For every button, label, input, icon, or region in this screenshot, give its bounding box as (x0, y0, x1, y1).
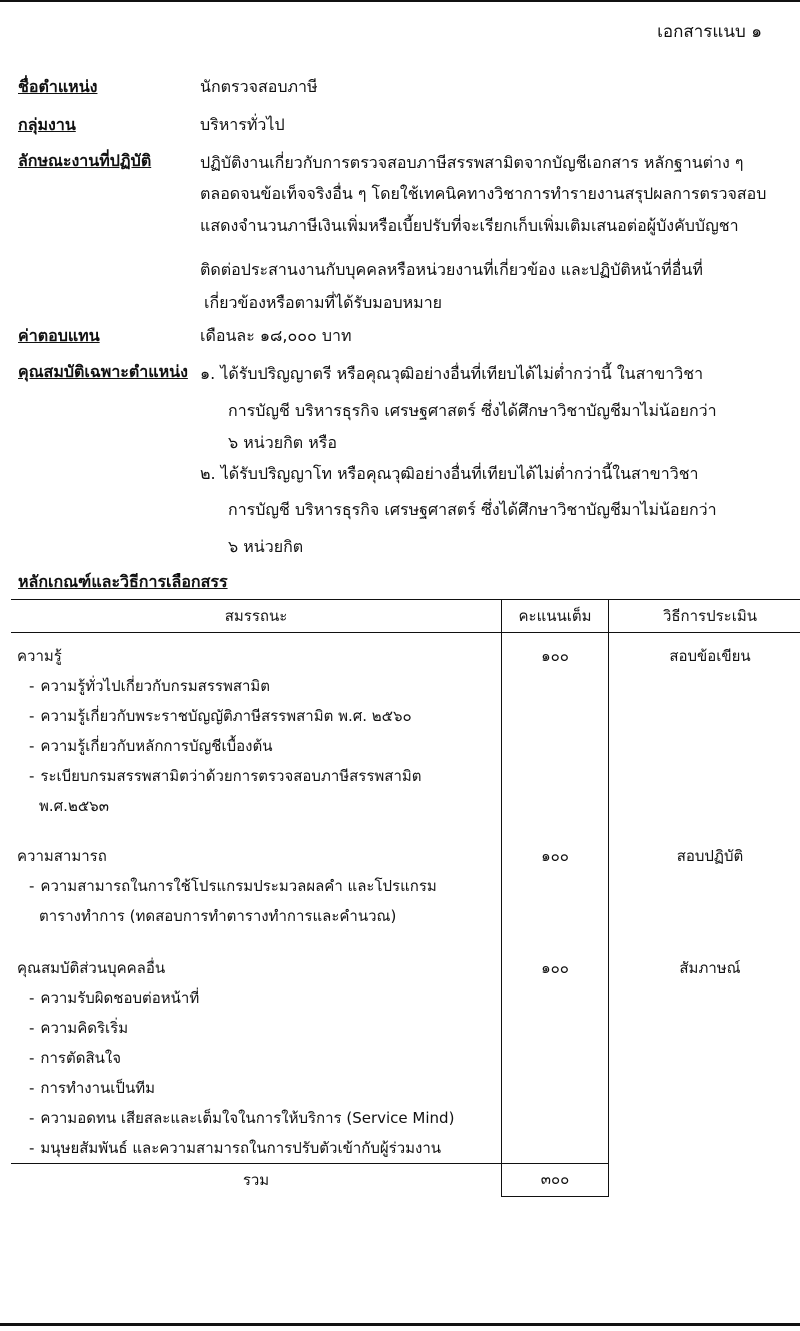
qualification-line: การบัญชี บริหารธุรกิจ เศรษฐศาสตร์ ซึ่งได้ศึกษาวิชาบัญชีมาไม่น้อยกว่า (228, 401, 717, 420)
table-row (11, 633, 800, 842)
bottom-rule (0, 1323, 800, 1326)
total-row (11, 1164, 800, 1197)
group-title-personal: คุณสมบัติส่วนบุคคลอื่น (17, 959, 166, 977)
list-item: - ความคิดริเริ่ม (29, 1019, 129, 1037)
list-item: - ความสามารถในการใช้โปรแกรมประมวลผลคำ และโปรแกรม (29, 877, 437, 895)
duties-line: ติดต่อประสานงานกับบุคคลหรือหน่วยงานที่เกี่ยวข้อง และปฏิบัติหน้าที่อื่นที่ (200, 260, 703, 279)
score-personal: ๑๐๐ (541, 959, 569, 977)
attachment-label: เอกสารแนบ ๑ (657, 22, 762, 42)
duties-line: เกี่ยวข้องหรือตามที่ได้รับมอบหมาย (204, 293, 443, 312)
table-row (11, 841, 800, 953)
table-header-row (11, 600, 800, 633)
duties-line: ปฏิบัติงานเกี่ยวกับการตรวจสอบภาษีสรรพสามิตจากบัญชีเอกสาร หลักฐานต่าง ๆ (200, 153, 744, 172)
qualification-line: ๖ หน่วยกิต หรือ (228, 433, 337, 452)
list-item: - ความรู้ทั่วไปเกี่ยวกับกรมสรรพสามิต (29, 677, 271, 695)
score-ability: ๑๐๐ (541, 847, 569, 865)
total-score: ๓๐๐ (502, 1164, 609, 1197)
list-item: - การทำงานเป็นทีม (29, 1079, 155, 1097)
group-title-ability: ความสามารถ (17, 847, 107, 865)
position-label: ชื่อตำแหน่ง (18, 77, 98, 96)
salary-value: เดือนละ ๑๘,๐๐๐ บาท (200, 326, 352, 345)
group-label: กลุ่มงาน (18, 115, 76, 134)
list-item: - ความอดทน เสียสละและเต็มใจในการให้บริการ (Service Mind) (29, 1109, 455, 1127)
list-item-continuation: ตารางทำการ (ทดสอบการทำตารางทำการและคำนวณ) (39, 907, 397, 925)
selection-criteria-heading: หลักเกณฑ์และวิธีการเลือกสรร (18, 572, 228, 591)
list-item: - ความรู้เกี่ยวกับพระราชบัญญัติภาษีสรรพสามิต พ.ศ. ๒๕๖๐ (29, 707, 412, 725)
total-label: รวม (11, 1164, 502, 1197)
score-knowledge: ๑๐๐ (541, 647, 569, 665)
header-method: วิธีการประเมิน (609, 600, 800, 633)
list-item: - ระเบียบกรมสรรพสามิตว่าด้วยการตรวจสอบภาษีสรรพสามิต (29, 767, 422, 785)
header-competency: สมรรถนะ (11, 600, 502, 633)
qualification-line: ๑. ได้รับปริญญาตรี หรือคุณวุฒิอย่างอื่นที่เทียบได้ไม่ต่ำกว่านี้ ในสาขาวิชา (200, 364, 704, 383)
duties-line: ตลอดจนข้อเท็จจริงอื่น ๆ โดยใช้เทคนิคทางวิชาการทำรายงานสรุปผลการตรวจสอบ (200, 184, 767, 203)
method-personal: สัมภาษณ์ (679, 959, 741, 977)
qualification-line: ๖ หน่วยกิต (228, 537, 304, 556)
header-full-score: คะแนนเต็ม (502, 600, 609, 633)
position-value: นักตรวจสอบภาษี (200, 77, 318, 96)
qualification-line: ๒. ได้รับปริญญาโท หรือคุณวุฒิอย่างอื่นที่เทียบได้ไม่ต่ำกว่านี้ในสาขาวิชา (200, 464, 699, 483)
duties-line: แสดงจำนวนภาษีเงินเพิ่มหรือเบี้ยปรับที่จะเรียกเก็บเพิ่มเติมเสนอต่อผู้บังคับบัญชา (200, 216, 739, 235)
list-item: - มนุษยสัมพันธ์ และความสามารถในการปรับตัวเข้ากับผู้ร่วมงาน (29, 1139, 442, 1157)
salary-label: ค่าตอบแทน (18, 326, 100, 345)
criteria-table (11, 599, 800, 1197)
duties-label: ลักษณะงานที่ปฏิบัติ (18, 151, 152, 170)
method-ability: สอบปฏิบัติ (676, 847, 744, 865)
top-rule (0, 0, 800, 2)
method-knowledge: สอบข้อเขียน (669, 647, 751, 665)
qualification-line: การบัญชี บริหารธุรกิจ เศรษฐศาสตร์ ซึ่งได้ศึกษาวิชาบัญชีมาไม่น้อยกว่า (228, 500, 717, 519)
list-item: - การตัดสินใจ (29, 1049, 121, 1067)
list-item-continuation: พ.ศ.๒๕๖๓ (39, 797, 109, 815)
list-item: - ความรู้เกี่ยวกับหลักการบัญชีเบื้องต้น (29, 737, 273, 755)
qualifications-label: คุณสมบัติเฉพาะตำแหน่ง (18, 362, 188, 381)
group-title-knowledge: ความรู้ (17, 647, 62, 665)
list-item: - ความรับผิดชอบต่อหน้าที่ (29, 989, 200, 1007)
table-row (11, 953, 800, 1164)
group-value: บริหารทั่วไป (200, 115, 285, 134)
